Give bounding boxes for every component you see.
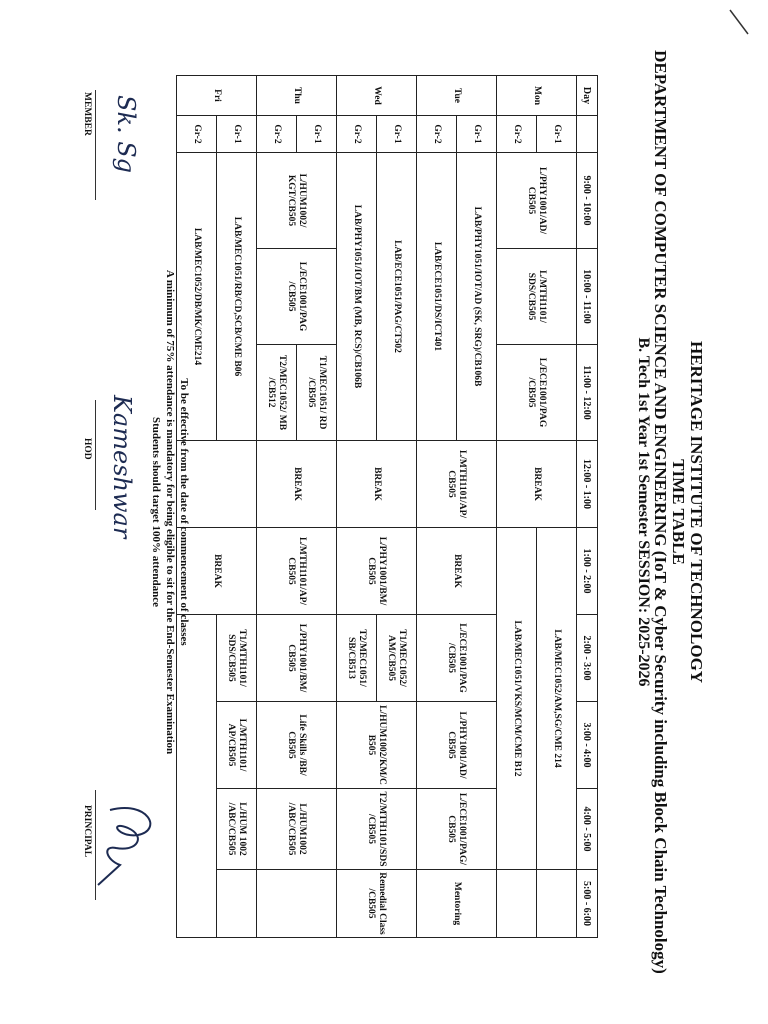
col-slot: 5:00 - 6:00 — [577, 870, 598, 938]
cell: L/HUM1002 /ABC/CB505 — [257, 789, 337, 870]
col-slot: 12:00 - 1:00 — [577, 441, 598, 528]
cell: L/MTH1101/ AP/CB505 — [217, 702, 257, 789]
lab-cell: LAB/MEC1051/VKS/MCM/CME B12 — [497, 528, 537, 870]
group-label: Gr-1 — [297, 116, 337, 153]
group-label: Gr-1 — [217, 116, 257, 153]
lab-cell: LAB/ECE1051/PAG/CT502 — [377, 153, 417, 441]
cell: T2/MEC1052/ MB /CB512 — [257, 345, 297, 441]
group-label: Gr-1 — [377, 116, 417, 153]
day-mon: Mon — [497, 76, 577, 116]
cell: T1/MTH1101/ SDS/CB505 — [217, 615, 257, 702]
cell: L/HUM1002/KM/C B505 — [337, 702, 417, 789]
lab-cell: LAB/MEC1051/RB/CD,SCB/CME B06 — [217, 153, 257, 441]
lab-cell: LAB/MEC1052/DB/MK/CME214 — [177, 153, 217, 441]
empty-cell — [497, 870, 537, 938]
header-row — [577, 76, 598, 938]
group-label: Gr-2 — [337, 116, 377, 153]
principal-signature — [88, 790, 168, 900]
table-row — [217, 76, 257, 938]
timetable-grid — [176, 75, 598, 938]
hod-signature: Kameshwar — [108, 395, 136, 539]
hod-label: HOD — [82, 438, 92, 460]
col-slot: 1:00 - 2:00 — [577, 528, 598, 615]
group-label: Gr-1 — [537, 116, 577, 153]
group-label: Gr-1 — [457, 116, 497, 153]
cell: T1/MEC1051/ RD /CB505 — [297, 345, 337, 441]
cell: L/PHY1001/AD/ CB505 — [497, 153, 577, 249]
lab-cell: LAB/PHY1051/IOT/AD (SK, SRG)/CB106B — [457, 153, 497, 441]
department-name: DEPARTMENT OF COMPUTER SCIENCE AND ENGINEERING (IoT & Cyber Security including Block Chain Technology) — [651, 50, 670, 974]
principal-label: PRINCIPAL — [82, 805, 92, 858]
group-label: Gr-2 — [497, 116, 537, 153]
day-wed: Wed — [337, 76, 417, 116]
cell: L/MTH1101/ SDS/CB505 — [497, 249, 577, 345]
break-cell: BREAK — [337, 441, 417, 528]
col-slot: 11:00 - 12:00 — [577, 345, 598, 441]
group-label: Gr-2 — [257, 116, 297, 153]
group-label: Gr-2 — [177, 116, 217, 153]
col-group — [577, 116, 598, 153]
institute-name: HERITAGE INSTITUTE OF TECHNOLOGY — [687, 340, 706, 684]
member-signature: Sk. Sg — [112, 95, 140, 174]
attendance-rule: A minimum of 75% attendance is mandatory for being eligible to sit for the End-Semester Examination — [164, 269, 176, 755]
attendance-target: Students should target 100% attendance — [150, 416, 162, 608]
cell: L/HUM1002/ KGT/CB505 — [257, 153, 337, 249]
cell: T1/MEC1052/ AM/CB505 — [377, 615, 417, 702]
cell: L/PHY1001/BM/ CB505 — [257, 615, 337, 702]
semester-session: B. Tech 1st Year 1st Semester SESSION: 2025-2026 — [635, 337, 652, 687]
corner-pen-mark — [728, 0, 768, 40]
cell: T2/MEC1051/ SB/CB513 — [337, 615, 377, 702]
break-cell: BREAK — [417, 528, 497, 615]
principal-signature-line — [95, 790, 96, 900]
col-slot: 10:00 - 11:00 — [577, 249, 598, 345]
cell: L/ECE1001/PAG/ CB505 — [417, 789, 497, 870]
lab-cell: LAB/PHY1051/IOT/BM (MB, RCS)/CB106B — [337, 153, 377, 441]
lab-cell: LAB/ECE1051/DS/ICT401 — [417, 153, 457, 441]
col-slot: 4:00 - 5:00 — [577, 789, 598, 870]
table-row — [537, 76, 577, 938]
day-fri: Fri — [177, 76, 257, 116]
cell: L/HUM 1002 /ABC/CB505 — [217, 789, 257, 870]
empty-cell — [537, 870, 577, 938]
group-label: Gr-2 — [417, 116, 457, 153]
empty-cell — [217, 870, 257, 938]
table-row — [377, 76, 417, 938]
break-cell: BREAK — [177, 528, 257, 615]
empty-cell — [257, 870, 337, 938]
member-signature-line — [95, 90, 96, 200]
cell: L/ECE1001/PAG /CB505 — [417, 615, 497, 702]
table-row — [457, 76, 497, 938]
table-row — [297, 76, 337, 938]
day-thu: Thu — [257, 76, 337, 116]
break-cell: BREAK — [497, 441, 577, 528]
cell: Life Skills /BB/ CB505 — [257, 702, 337, 789]
effective-note: To be effective from the date of commencement of classes — [178, 378, 190, 646]
day-tue: Tue — [417, 76, 497, 116]
cell: L/ECE1001/PAG /CB505 — [497, 345, 577, 441]
cell: Remedial Class /CB505 — [337, 870, 417, 938]
col-day: Day — [577, 76, 598, 116]
lab-cell: LAB/MEC1052/AM,SG/CME 214 — [537, 528, 577, 870]
cell: L/PHY1001/AD/ CB505 — [417, 702, 497, 789]
cell: L/MTH1101/AP/ CB505 — [257, 528, 337, 615]
break-cell: BREAK — [257, 441, 337, 528]
col-slot: 9:00 - 10:00 — [577, 153, 598, 249]
col-slot: 3:00 - 4:00 — [577, 702, 598, 789]
cell: L/ECE1001/PAG /CB505 — [257, 249, 337, 345]
cell: Mentoring — [417, 870, 497, 938]
document-title: TIME TABLE — [669, 459, 688, 565]
hod-signature-line — [95, 400, 96, 510]
member-label: MEMBER — [82, 92, 92, 136]
cell: L/PHY1001/BM/ CB505 — [337, 528, 417, 615]
cell: L/MTH1101/AP/ CB505 — [417, 441, 497, 528]
col-slot: 2:00 - 3:00 — [577, 615, 598, 702]
cell: T2/MTH1101/SDS /CB505 — [337, 789, 417, 870]
